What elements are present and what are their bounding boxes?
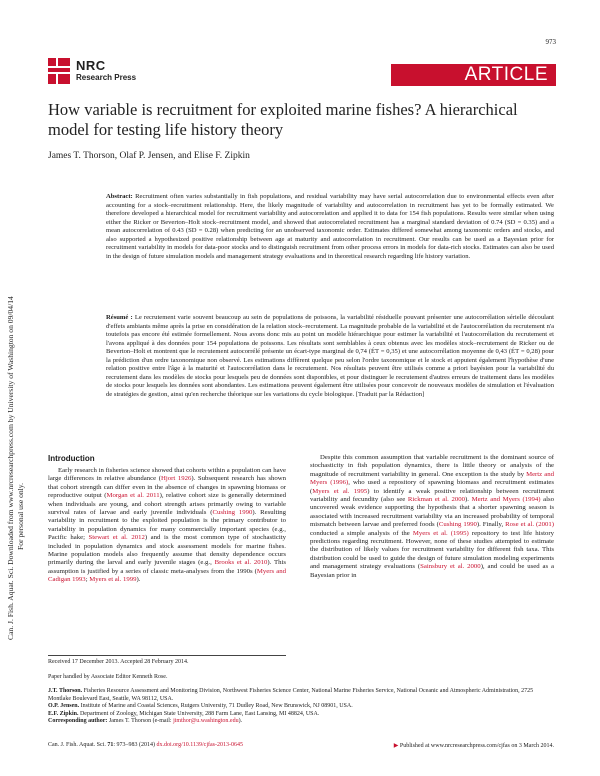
introduction-heading: Introduction — [48, 454, 95, 463]
intro-left-column — [48, 467, 286, 585]
paper-title: How variable is recruitment for exploited marine fishes? A hierarchical model for testing life history theory — [48, 100, 518, 139]
citation-prefix: Can. J. Fish. Aquat. Sci. — [48, 742, 108, 748]
body-text: Early research in fisheries science showed that cohorts within a population can have large differences in relative abundance ( — [48, 467, 286, 483]
footnote-divider — [48, 655, 286, 656]
citation-link[interactable]: Cushing 1990 — [438, 521, 477, 529]
citation-link[interactable]: Brooks et al. 2010 — [214, 559, 268, 567]
handling-editor: Paper handled by Associate Editor Kenneth Rose. — [48, 674, 168, 680]
body-text: ). — [136, 576, 141, 584]
citation-link[interactable]: Mertz and Myers (1996) — [310, 470, 554, 487]
authors: James T. Thorson, Olaf P. Jensen, and Elise F. Zipkin — [48, 151, 250, 161]
affiliation-name: J.T. Thorson. — [48, 688, 83, 694]
corresponding-author — [48, 718, 554, 726]
nrc-logo-icon — [46, 56, 72, 86]
side-download-note — [0, 150, 36, 650]
citation-link[interactable]: Hjort 1926 — [160, 475, 192, 483]
citation-pages: : 973–983 (2014) — [113, 742, 157, 748]
intro-right-column — [310, 454, 554, 580]
body-text: repository to test life history predictions regarding recruitment. However, none of these studies attempted to estimate the distribution of likely values for recruitment variability for different fish taxa. This distribution could be used to guide the design of future simulation modeling experiments and management strategy evaluations ( — [310, 529, 554, 571]
received-accepted: Received 17 December 2013. Accepted 28 February 2014. — [48, 659, 189, 665]
author-affiliations — [48, 688, 554, 726]
corresponding-end: ). — [238, 718, 243, 725]
citation-link[interactable]: Morgan et al. 2011 — [106, 492, 160, 500]
article-banner — [391, 64, 556, 86]
affiliation-name: E.F. Zipkin. — [48, 710, 79, 717]
affiliation-text: Department of Zoology, Michigan State University, 288 Farm Lane, East Lansing, MI 48824, USA. — [78, 710, 320, 717]
resume-label: Résumé : — [106, 314, 133, 321]
article-label: ARTICLE — [464, 64, 548, 85]
citation-volume: 71 — [107, 742, 114, 748]
body-text: ) to identify a weak positive relationship between recruitment variability and fecundity (also see — [310, 487, 554, 504]
citation-link[interactable]: Mertz and Myers (1994) — [471, 496, 541, 504]
triangle-icon: ▶ — [393, 743, 400, 749]
affiliation-name: O.P. Jensen. — [48, 703, 80, 710]
body-text: ) and is the most common type of stochasticity included in population dynamics and stock assessment models for marine fishes. Marine population models also frequently assume that density dependence occurs primarily during the larval and early juvenile stages (e.g., — [48, 534, 286, 567]
body-text: ). Resulting variability in recruitment to the exploited population is the primary contributor to variability in population dynamics for many commercially important species (e.g., Pacific hake; — [48, 509, 286, 542]
body-text: ), relative cohort size is generally determined when individuals are young, and cohort strength arises primarily owing to variable survival rates of larvae and early juvenile individuals ( — [48, 492, 286, 517]
body-text: conducted a simple analysis of the — [310, 529, 413, 537]
side-note-line2: For personal use only. — [16, 483, 25, 550]
citation-link[interactable]: Rose et al. (2001) — [505, 521, 554, 529]
page-number: 973 — [545, 38, 556, 46]
body-text: ; — [85, 576, 90, 584]
doi-link[interactable]: dx.doi.org/10.1139/cjfas-2013-0645 — [156, 742, 244, 748]
published-text: Published at www.nrcresearchpress.com/cjfas on 3 March 2014. — [399, 743, 554, 749]
affiliation-text: Institute of Marine and Coastal Sciences, Rutgers University, 71 Dudley Road, New Brunswick, NJ 08901, USA. — [79, 703, 353, 710]
corresponding-text: James T. Thorson (e-mail: — [107, 718, 174, 725]
affiliation-entry — [48, 688, 554, 703]
body-text: , who used a repository of spawning biomass and recruitment estimates ( — [310, 479, 554, 495]
body-text: ). — [465, 496, 472, 504]
footer-citation — [48, 742, 243, 748]
citation-link[interactable]: Myers and Cadigan 1993 — [48, 567, 286, 584]
logo-press-text: Research Press — [76, 73, 137, 82]
affiliation-entry — [48, 703, 554, 711]
citation-link[interactable]: Cushing 1990 — [212, 509, 253, 517]
citation-link[interactable]: Myers et al. 1995 — [312, 487, 368, 495]
footer-published — [394, 742, 554, 749]
citation-link[interactable]: Sainsbury et al. 2000 — [420, 563, 481, 571]
resume-text: Le recrutement varie souvent beaucoup au sein de populations de poissons, la variabilité résiduelle pouvant présenter une autocorrélation sérielle découlant d'effets ambiants même après la prise en considération de la relation stock–recrutement. La magnitude probable de la variabilité et de l'autocorrélation du recrutement n'a toutefois pas encore été estimée formellement. Nous avons donc mis au point un modèle hiérarchique pour estimer la variabilité et l'autocorrélation du recrutement et l'avons appliqué à des données pour 154 populations de poissons. Les résultats sont semblables à ceux obtenus avec les modèles stock–recrutement de Ricker ou de Beverton–Holt et montrent que le recrutement autocorrélé présente un écart-type marginal de 0,74 (ÉT = 0,35) et une autocorrélation moyenne de 0,43 (ÉT = 0,28) pour la prédiction d'un ordre taxonomique non observé. Les estimations diffèrent quelque peu selon l'ordre taxonomique et le stock et appuient également l'hypothèse d'une relation positive entre l'âge à la maturité et l'autocorrélation dans le recrutement. Nos résultats peuvent être utilisés comme a priori bayésien pour la variabilité du recrutement dans les modèles de stocks pour lesquels peu de données sont disponibles, et pour distinguer le recrutement d'autres erreurs de traitement dans les modèles de stocks pour lesquels les données sont abondantes. Les estimations peuvent également être utilisées pour concevoir de nouveaux modèles de simulation et l'évaluation de stratégies de gestion, ainsi qu'en recherche théorique sur les variations du cycle biologique. [Traduit par la Rédaction] — [106, 314, 554, 398]
citation-link[interactable]: Myers et al. 1999 — [89, 576, 137, 584]
body-text: also uncovered weak evidence supporting the hypothesis that a shorter spawning season is associated with increased recruitment variability via an increased probability of temporal mismatch between larvae and preferred foods ( — [310, 496, 555, 529]
corresponding-label: Corresponding author: — [48, 718, 108, 725]
citation-link[interactable]: Rickman et al. 2000 — [407, 496, 465, 504]
body-text: ). This assumption is justified by a series of classic meta-analyses from the 1990s ( — [48, 559, 286, 575]
abstract-label: Abstract: — [106, 193, 133, 200]
abstract-text: Recruitment often varies substantially in fish populations, and residual variability may have serial autocorrelation due to environmental effects even after accounting for a stock–recruitment relationship. Here, the likely magnitude of variability and autocorrelation in recruitment has yet to be formally estimated. We therefore developed a hierarchical model for recruitment variability and autocorrelation and applied it to data for 154 fish populations. Results were similar when using either the Ricker or Beverton–Holt stock–recruitment model, and showed that autocorrelated recruitment has a marginal standard deviation of 0.74 (SD = 0.35) and a mean autocorrelation of 0.43 (SD = 0.28) when predicting for an unobserved taxonomic order. Estimates differed somewhat among taxonomic orders and stocks, and also supported a hypothesized positive relationship between age at maturity and autocorrelation in recruitment. Our results can be used as a Bayesian prior for recruitment variability in models for data-poor stocks and to distinguish recruitment from other process errors in models for data-rich stocks. Estimates can also be used in the design of future simulation models and management strategy evaluations and in theoretical research regarding life history variation. — [106, 193, 554, 260]
citation-link[interactable]: Myers et al. (1995) — [412, 529, 469, 537]
body-text: ), and could be used as a Bayesian prior in — [310, 563, 554, 579]
resume — [106, 314, 554, 399]
citation-link[interactable]: Stewart et al. 2012 — [88, 534, 145, 542]
abstract — [106, 193, 554, 261]
logo-nrc-text: NRC — [76, 58, 106, 73]
body-text: Despite this common assumption that variable recruitment is the dominant source of stochasticity in fish population dynamics, there is little theory or analysis of the magnitude of recruitment variability in general. One exception is the study by — [310, 454, 554, 478]
side-note-line1: Can. J. Fish. Aquat. Sci. Downloaded from www.nrcresearchpress.com by University of Washington on 09/04/14 — [6, 296, 15, 640]
body-text: ). Finally, — [476, 521, 506, 529]
body-text: ). Subsequent research has shown that cohort strength can differ even in the absence of changes in spawning biomass or reproductive output ( — [48, 475, 286, 500]
nrc-logo[interactable] — [46, 56, 156, 90]
email-link[interactable]: jimthor@u.washington.edu — [173, 718, 239, 725]
affiliation-text: Fisheries Resource Assessment and Monitoring Division, Northwest Fisheries Science Center, National Marine Fisheries Service, National Oceanic and Atmospheric Administration, 2725 Montlake Boulevard East, Seattle, WA 98112, USA. — [48, 688, 534, 702]
